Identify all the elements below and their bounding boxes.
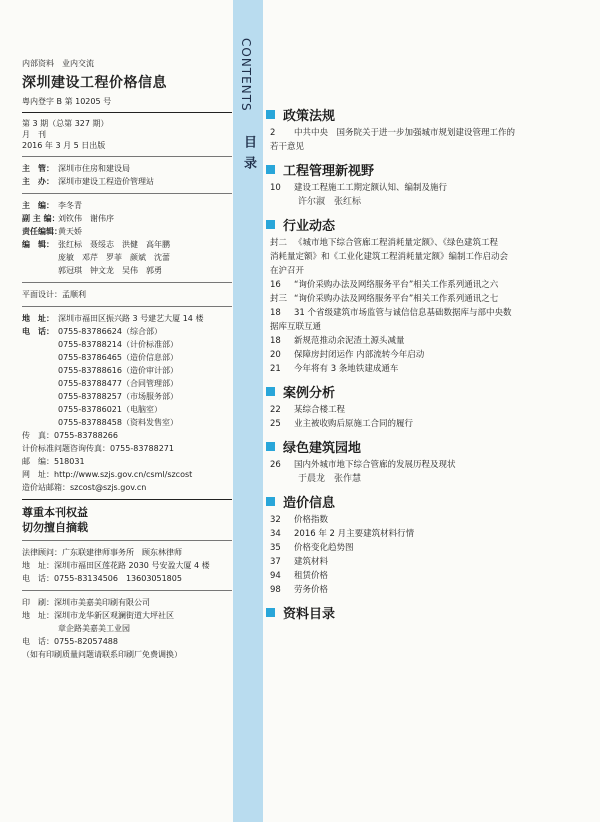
section-heading: [266, 105, 586, 124]
sponsor-key: 主 管：: [22, 164, 54, 173]
square-bullet-icon: [266, 220, 275, 229]
entry-title: 建设工程施工工期定额认知、编制及施行: [294, 183, 448, 193]
toc-entry[interactable]: [266, 278, 586, 292]
entry-title: “询价采购办法及网络服务平台”相关工作系列通讯之七: [294, 294, 499, 304]
toc-entry[interactable]: [266, 403, 586, 417]
section-title: 造价信息: [283, 496, 336, 511]
deputy-editor-row: [22, 212, 232, 225]
masthead-column: [22, 58, 232, 661]
entry-author: 许尔淑 张红标: [298, 197, 362, 207]
sponsor-value: 深圳市住房和建设局: [58, 164, 130, 173]
toc-entry[interactable]: [266, 126, 586, 140]
phone-value: 0755-83788477（合同管理部）: [58, 379, 178, 388]
editor-board-row: [22, 238, 232, 251]
masthead-title: 深圳建设工程价格信息: [22, 75, 167, 91]
divider: [22, 590, 232, 591]
page-number: 10: [270, 183, 281, 193]
section-title: 政策法规: [283, 109, 336, 124]
page-number: 25: [270, 419, 281, 429]
rights-line: 切勿擅自摘载: [22, 521, 88, 534]
printer-phone: 电 话：0755-82057488: [22, 637, 118, 646]
legal-address: 地 址：深圳市福田区莲花路 2030 号安盈大厦 4 楼: [22, 561, 210, 570]
toc-entry[interactable]: [266, 181, 586, 195]
page-number: 22: [270, 405, 281, 415]
entry-title-continued: 消耗量定额》和《工业化建筑工程消耗量定额》编制工作启动会: [270, 252, 509, 262]
editor-board-line: 庞敏 邓芹 罗菲 颜斌 沈蕾: [58, 253, 170, 262]
entry-title-continued: 若干意见: [270, 142, 305, 152]
rights-line: 尊重本刊权益: [22, 506, 88, 519]
entry-title: 国内外城市地下综合管廊的发展历程及现状: [294, 460, 456, 470]
entry-title: “询价采购办法及网络服务平台”相关工作系列通讯之六: [294, 280, 499, 290]
section-title: 行业动态: [283, 219, 336, 234]
entry-title: 今年将有 3 条地铁建成通车: [294, 364, 399, 374]
contents-label-en: CONTENTS: [239, 38, 253, 112]
rights-notice: [22, 505, 232, 535]
page-number: 封三: [270, 294, 288, 304]
entry-title: 业主被收购后原施工合同的履行: [294, 419, 414, 429]
sponsor-key: 主 办：: [22, 177, 54, 186]
entry-title: 保障房封闭运作 内部流转今年启动: [294, 350, 425, 360]
sponsor-row: [22, 175, 232, 188]
toc-entry[interactable]: [266, 513, 586, 527]
phone-value: 0755-83788616（造价审计部）: [58, 366, 178, 375]
section-heading: [266, 492, 586, 511]
printer-name: 印 刷：深圳市美嘉美印刷有限公司: [22, 598, 150, 607]
entry-title-continued: 在沪召开: [270, 266, 305, 276]
toc-entry[interactable]: [266, 362, 586, 376]
entry-title: 中共中央 国务院关于进一步加强城市规划建设管理工作的: [294, 128, 516, 138]
toc-entry[interactable]: [266, 306, 586, 320]
publish-date: 2016 年 3 月 5 日出版: [22, 141, 106, 150]
table-of-contents: [266, 103, 586, 624]
page-number: 18: [270, 308, 281, 318]
duty-editor-key: 责任编辑：: [22, 227, 62, 236]
square-bullet-icon: [266, 110, 275, 119]
divider: [22, 306, 232, 307]
entry-title: 价格指数: [294, 515, 329, 525]
duty-editor-row: [22, 225, 232, 238]
section-title: 案例分析: [283, 386, 336, 401]
square-bullet-icon: [266, 165, 275, 174]
page-number: 34: [270, 529, 281, 539]
entry-title: 价格变化趋势图: [294, 543, 354, 553]
section-heading: [266, 437, 586, 456]
duty-editor-value: 黄天娇: [58, 227, 82, 236]
contents-band: [233, 0, 263, 822]
toc-entry[interactable]: [266, 292, 586, 306]
entry-author: 于晨龙 张作慧: [298, 474, 362, 484]
page-number: 37: [270, 557, 281, 567]
page-number: 2: [270, 128, 276, 138]
section-heading: [266, 160, 586, 179]
phone-key: 电 话：: [22, 327, 54, 336]
divider: [22, 193, 232, 194]
section-heading: [266, 382, 586, 401]
toc-entry[interactable]: [266, 417, 586, 431]
editor-board-key: 编 辑：: [22, 240, 54, 249]
section-title: 工程管理新视野: [283, 164, 375, 179]
entry-title: 新规范推动余泥渣土源头减量: [294, 336, 405, 346]
website-link[interactable]: 网 址：http://www.szjs.gov.cn/csml/szcost: [22, 470, 193, 479]
page-number: 26: [270, 460, 281, 470]
divider: [22, 282, 232, 283]
chief-editor-value: 李冬青: [58, 201, 82, 210]
entry-title: 建筑材料: [294, 557, 329, 567]
printer-note: （如有印刷质量问题请联系印刷厂免费调换）: [22, 650, 182, 659]
divider: [22, 156, 232, 157]
divider: [22, 540, 232, 541]
deputy-editor-key: 副 主 编：: [22, 214, 60, 223]
toc-entry[interactable]: [266, 569, 586, 583]
section-heading: [266, 603, 586, 622]
email-link[interactable]: 造价站邮箱：szcost@szjs.gov.cn: [22, 483, 147, 492]
toc-entry[interactable]: [266, 541, 586, 555]
toc-entry[interactable]: [266, 458, 586, 472]
square-bullet-icon: [266, 608, 275, 617]
page-number: 20: [270, 350, 281, 360]
entry-title: 《城市地下综合管廊工程消耗量定额》、《绿色建筑工程: [294, 238, 499, 248]
toc-entry[interactable]: [266, 236, 586, 250]
phone-value: 0755-83788458（资料发售室）: [58, 418, 178, 427]
legal-advisor: 法律顾问：广东联建律师事务所 顾东林律师: [22, 548, 182, 557]
editor-board-line: 郭冠琪 钟文龙 吴伟 郭勇: [58, 266, 162, 275]
square-bullet-icon: [266, 387, 275, 396]
permit-number: 粤内登字 B 第 10205 号: [22, 97, 112, 106]
entry-title: 某综合楼工程: [294, 405, 346, 415]
fax: 传 真：0755-83788266: [22, 431, 118, 440]
divider: [22, 499, 232, 500]
chief-editor-row: [22, 199, 232, 212]
page-number: 35: [270, 543, 281, 553]
address-row: [22, 312, 232, 325]
page-number: 18: [270, 336, 281, 346]
toc-entry[interactable]: [266, 334, 586, 348]
toc-entry[interactable]: [266, 348, 586, 362]
entry-title: 2016 年 2 月主要建筑材料行情: [294, 529, 415, 539]
chief-editor-key: 主 编：: [22, 201, 54, 210]
masthead-tag: 内部资料 业内交流: [22, 59, 94, 68]
frequency: 月 刊: [22, 130, 46, 139]
issue-number: 第 3 期（总第 327 期）: [22, 119, 109, 128]
postal-code: 邮 编：518031: [22, 457, 85, 466]
printer-address-line2: 章企路美嘉美工业园: [58, 624, 130, 633]
page-number: 封二: [270, 238, 288, 248]
printer-address: 地 址：深圳市龙华新区观澜街道大坪社区: [22, 611, 174, 620]
toc-entry[interactable]: [266, 583, 586, 597]
entry-title: 31 个省级建筑市场监管与诚信信息基础数据库与部中央数: [294, 308, 512, 318]
entry-title: 租赁价格: [294, 571, 329, 581]
section-title: 绿色建筑园地: [283, 441, 362, 456]
phone-value: 0755-83788214（计价标准部）: [58, 340, 178, 349]
page-number: 32: [270, 515, 281, 525]
pricing-hotline: 计价标准问题咨询传真：0755-83788271: [22, 444, 174, 453]
editor-board-line: 张红标 聂绥志 洪健 高年鹏: [58, 240, 170, 249]
deputy-editor-value: 刘钦伟 谢伟序: [58, 214, 114, 223]
phone-value: 0755-83786465（造价信息部）: [58, 353, 178, 362]
entry-title: 劳务价格: [294, 585, 329, 595]
divider: [22, 112, 232, 113]
section-heading: [266, 215, 586, 234]
phone-value: 0755-83786021（电脑室）: [58, 405, 162, 414]
page-number: 98: [270, 585, 281, 595]
contents-label-cn: 目录: [241, 135, 256, 177]
sponsor-row: [22, 162, 232, 175]
graphic-designer: 平面设计：孟顺利: [22, 290, 86, 299]
square-bullet-icon: [266, 442, 275, 451]
legal-phone: 电 话：0755-83134506 13603051805: [22, 574, 182, 583]
entry-title-continued: 据库互联互通: [270, 322, 322, 332]
address-value: 深圳市福田区振兴路 3 号建艺大厦 14 楼: [58, 314, 204, 323]
page-number: 16: [270, 280, 281, 290]
address-key: 地 址：: [22, 314, 54, 323]
phone-row: [22, 325, 232, 338]
page-number: 21: [270, 364, 281, 374]
square-bullet-icon: [266, 497, 275, 506]
toc-entry[interactable]: [266, 555, 586, 569]
sponsor-value: 深圳市建设工程造价管理站: [58, 177, 154, 186]
phone-value: 0755-83786624（综合部）: [58, 327, 162, 336]
phone-value: 0755-83788257（市场服务部）: [58, 392, 178, 401]
page-number: 94: [270, 571, 281, 581]
toc-entry[interactable]: [266, 527, 586, 541]
section-title: 资料目录: [283, 607, 336, 622]
